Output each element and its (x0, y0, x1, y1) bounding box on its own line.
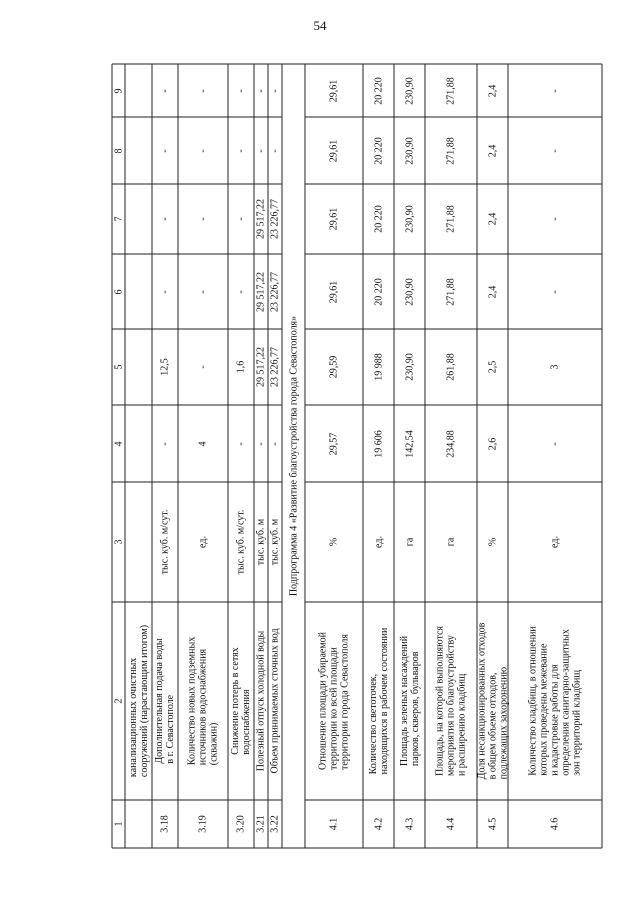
table-cell-line: - (159, 148, 171, 153)
table-cell-line: 12,5 (159, 358, 171, 376)
table-cell-line: ед. (373, 536, 384, 548)
column-number (113, 441, 124, 446)
table-cell-line: 23 226,77 (269, 271, 281, 312)
table-cell (329, 139, 340, 162)
table-cell (446, 430, 457, 458)
column-number-line: 4 (113, 441, 124, 446)
table-cell (329, 280, 340, 303)
table-cell-line: 271,88 (445, 205, 457, 233)
table-cell (198, 89, 209, 92)
table-cell (236, 361, 247, 374)
table-cell (446, 278, 457, 306)
table-cell-line: 29,61 (328, 79, 340, 102)
table-cell (550, 217, 561, 220)
table-cell (270, 89, 281, 92)
table-cell (373, 77, 384, 105)
table-cell-line: 2,4 (487, 84, 498, 97)
table-cell-line: 4.5 (487, 817, 498, 831)
table-cell (256, 272, 267, 312)
indicator-name-line: канализационных очистных (127, 657, 139, 778)
table-cell (160, 815, 171, 833)
table-cell-line: 4.2 (373, 817, 384, 831)
indicator-name (230, 647, 252, 754)
column-number (113, 148, 124, 153)
table-cell (160, 217, 171, 220)
table-cell-line: 230,90 (404, 136, 415, 165)
table-cell-line: 2,5 (487, 360, 498, 374)
page-number: 54 (313, 18, 327, 33)
table-cell (160, 510, 171, 575)
column-number-line: 7 (113, 216, 124, 222)
table-cell (160, 149, 171, 152)
table-cell-line: % (487, 537, 498, 547)
table-cell (160, 358, 171, 376)
table-cell-line: 4.4 (445, 817, 457, 831)
table-cell-line: 23 226,77 (269, 199, 281, 239)
table-cell-line: 2,6 (487, 437, 498, 450)
column-number (113, 88, 124, 93)
column-number-line: 9 (113, 88, 124, 93)
indicator-name (528, 626, 583, 776)
column-number-line: 6 (113, 289, 124, 294)
indicator-name (476, 623, 509, 780)
indicator-name-line: сооружений (нарастающим итогом) (138, 624, 150, 778)
table-cell-line: - (235, 88, 247, 93)
table-cell-line: 4.1 (328, 817, 340, 831)
table-cell-line: ед. (549, 536, 561, 548)
table-cell-line: - (549, 88, 561, 93)
table-cell (256, 149, 267, 152)
indicator-name-line: в общем объеме отходов, (487, 672, 498, 780)
table-cell-line: 20 220 (373, 76, 384, 105)
indicator-name-line: Доля несанкционированных отходов (476, 622, 487, 780)
indicator-name-line: мероприятия по благоустройству (445, 635, 457, 777)
table-cell (256, 442, 267, 445)
table-cell-line: - (235, 217, 247, 221)
indicator-name-line: Объем принимаемых сточных вод (269, 628, 281, 774)
table-cell (329, 356, 340, 379)
table-cell (256, 199, 267, 239)
table-cell-line: % (328, 537, 340, 547)
table-cell (404, 137, 415, 165)
table-cell-line: 20 220 (373, 205, 384, 233)
table-cell (373, 536, 384, 548)
table-cell-line: - (269, 148, 281, 153)
indicator-name (187, 637, 220, 765)
table-cell (550, 442, 561, 445)
column-number (113, 822, 124, 827)
table-cell-line: 3.20 (235, 815, 247, 833)
table-cell (373, 278, 384, 306)
table-cell (446, 818, 457, 831)
table-cell (487, 84, 498, 97)
indicator-name-line: и кадастровые работы для (549, 664, 561, 776)
table-cell (236, 290, 247, 293)
indicator-name-line: источников водоснабжения (197, 648, 209, 766)
table-cell (487, 213, 498, 226)
indicator-name-line: территории города Севастополя (339, 634, 351, 771)
table-cell-line: 3.22 (269, 815, 281, 833)
indicator-name-line: водоснабжения (241, 689, 252, 755)
table-cell (270, 149, 281, 152)
indicator-name-line: Количество кладбищ, в отношении (527, 626, 539, 776)
table-cell (256, 519, 267, 566)
table-cell-line: 19 606 (373, 429, 384, 458)
table-cell (198, 815, 209, 833)
table-cell (329, 432, 340, 455)
table-cell (256, 347, 267, 387)
table-cell-line: - (269, 88, 281, 93)
table-cell (198, 365, 209, 368)
column-number-line: 2 (113, 698, 124, 704)
table-cell (160, 89, 171, 92)
table-cell-line: - (549, 148, 561, 153)
table-cell-line: 142,54 (404, 429, 415, 458)
column-number-line: 5 (113, 364, 124, 370)
table-cell (487, 285, 498, 298)
table-cell (236, 217, 247, 220)
table-cell-line: 1,6 (235, 360, 247, 374)
table-cell (329, 538, 340, 546)
indicator-name-line: Площадь зеленых насаждений (398, 635, 410, 767)
table-cell-line: 2,4 (487, 212, 498, 226)
table-cell-line: 20 220 (373, 136, 384, 165)
table-cell (329, 79, 340, 102)
indicator-name-line: территории ко всей площади (328, 647, 340, 771)
table-cell-line: 29,61 (328, 280, 340, 303)
table-cell-line: 19 988 (373, 353, 384, 381)
table-cell-line: 29,57 (328, 432, 340, 455)
table-cell-line: - (235, 148, 247, 153)
indicator-name (128, 625, 150, 777)
table-cell (198, 290, 209, 293)
table-cell (446, 77, 457, 105)
table-cell (270, 199, 281, 239)
table-cell (256, 815, 267, 833)
table-cell (236, 442, 247, 445)
table-cell (404, 278, 415, 306)
indicator-name-line: Полезный отпуск холодной воды (255, 630, 267, 772)
table-cell-line: - (197, 365, 209, 369)
table-cell-line: - (549, 441, 561, 446)
table-cell (198, 441, 209, 446)
table-cell (404, 77, 415, 105)
table-cell (404, 205, 415, 233)
table-cell (550, 89, 561, 92)
column-number-line: 1 (113, 821, 124, 827)
table-cell (198, 536, 209, 548)
subprogram-title (288, 316, 299, 596)
table-cell-line: - (269, 441, 281, 446)
indicator-name-line: в г. Севастополе (165, 694, 176, 764)
table-cell-line: тыс. куб. м (255, 518, 267, 566)
indicator-name-line: Площадь, на которой выполняются (434, 625, 446, 777)
table-cell-line: тыс. куб. м (269, 518, 281, 566)
column-number-line: 3 (113, 539, 124, 545)
indicator-name-line: (скважин) (208, 722, 220, 766)
table-cell (270, 442, 281, 445)
table-cell-line: - (197, 88, 209, 93)
table-cell (236, 815, 247, 833)
table-cell (373, 353, 384, 381)
table-cell-line: 29 517,22 (255, 347, 267, 387)
indicator-name (256, 631, 267, 772)
indicator-name (399, 636, 421, 766)
indicator-name-line: определения санитарно-защитных (560, 629, 572, 776)
indicator-name-line: Дополнительная подача воды (154, 638, 165, 764)
table-cell (329, 818, 340, 831)
table-cell-line: 3.21 (255, 815, 267, 833)
table-cell (256, 89, 267, 92)
table-cell (270, 347, 281, 387)
table-cell-line: - (549, 289, 561, 294)
table-cell-line: - (255, 441, 267, 446)
indicator-name (154, 638, 176, 763)
table-cell-line: 20 220 (373, 277, 384, 306)
table-cell (446, 137, 457, 165)
table-cell-line: 271,88 (445, 277, 457, 306)
table-cell-line: 261,88 (445, 353, 457, 381)
table-cell-line: - (235, 289, 247, 294)
table-cell-line: 4.3 (404, 817, 415, 831)
indicator-name-line: парков, скверов, бульваров (409, 651, 421, 767)
table-cell (446, 538, 457, 547)
table-cell-line: 3.18 (159, 815, 171, 833)
indicator-name-line: подлежащих захоронению (498, 666, 509, 780)
table-cell-line: 230,90 (404, 205, 415, 233)
table-cell (270, 815, 281, 833)
column-number (113, 365, 124, 370)
table-cell-line: 29,61 (328, 207, 340, 231)
column-number (113, 540, 124, 545)
table-cell (198, 217, 209, 220)
column-number-line: 8 (113, 148, 124, 153)
table-cell (550, 365, 561, 370)
table-cell-line: тыс. куб. м/сут. (159, 509, 171, 575)
table-cell-line: 2,4 (487, 285, 498, 298)
indicator-name-line: Снижение потерь в сетях (230, 647, 241, 755)
column-number (113, 289, 124, 294)
table-cell-line: 234,88 (445, 429, 457, 458)
table-cell (373, 205, 384, 233)
table-cell-line: - (255, 148, 267, 153)
table-cell-line: 29 517,22 (255, 271, 267, 312)
table-cell (550, 818, 561, 831)
table-cell (160, 290, 171, 293)
table-cell (236, 89, 247, 92)
table-cell-line: - (159, 88, 171, 93)
table-cell-line: 4.6 (549, 817, 561, 831)
table-cell-line: 3.19 (197, 815, 209, 833)
indicator-name (368, 628, 390, 775)
table-cell (446, 205, 457, 233)
table-cell-line: 230,90 (404, 277, 415, 306)
table-cell (160, 442, 171, 445)
table-cell-line: га (404, 537, 415, 547)
table-cell-line: 230,90 (404, 76, 415, 105)
column-number (113, 217, 124, 222)
table-cell-line: - (235, 441, 247, 446)
table-cell-line: ед. (197, 536, 209, 548)
table-cell-line: 271,88 (445, 136, 457, 165)
table-cell (236, 149, 247, 152)
table-cell-line: га (445, 537, 457, 547)
indicator-name-line: Количество светоточек, (367, 673, 379, 775)
table-cell (270, 272, 281, 312)
indicator-name-line: которых проведены межевание (538, 643, 550, 776)
table-cell (487, 144, 498, 157)
table-cell (487, 538, 498, 546)
indicator-name (270, 628, 281, 773)
table-cell-line: 2,4 (487, 144, 498, 157)
indicator-name-line: Отношение площади убираемой (317, 631, 329, 771)
table-cell (373, 137, 384, 165)
indicator-name (318, 632, 351, 770)
table-cell-line: - (159, 289, 171, 294)
table-cell-line: 4 (197, 441, 209, 446)
table-cell (373, 430, 384, 458)
table-cell (329, 208, 340, 231)
table-cell-line: - (159, 217, 171, 221)
indicator-name (435, 626, 468, 776)
table-cell (446, 353, 457, 381)
table-cell-line: 29,59 (328, 355, 340, 379)
indicator-name-line: и расширению кладбищ (456, 673, 468, 777)
indicator-name-line: зон территорий кладбищ (571, 669, 583, 776)
table-cell (198, 149, 209, 152)
table-cell (550, 290, 561, 293)
table-cell-line: 271,88 (445, 76, 457, 105)
indicator-name-line: находящихся в рабочем состоянии (378, 627, 390, 775)
table-cell (404, 538, 415, 547)
table-cell-line: 230,90 (404, 353, 415, 381)
table-cell-line: - (159, 441, 171, 446)
column-number (113, 699, 124, 704)
table-cell (404, 353, 415, 381)
table-cell (487, 437, 498, 450)
table-cell (550, 536, 561, 548)
table-cell (270, 519, 281, 566)
table-cell-line: тыс. куб. м/сут. (235, 509, 247, 575)
subprogram-title-line: Подпрограмма 4 «Развитие благоустройства города Севастополя» (288, 315, 299, 597)
table-cell-line: - (197, 289, 209, 294)
table-cell (487, 361, 498, 374)
table-cell-line: 29 517,22 (255, 199, 267, 239)
table-cell (404, 818, 415, 831)
indicator-name-line: Количество новых подземных (186, 636, 198, 766)
table-cell-line: 3 (549, 364, 561, 370)
table-cell-line: 23 226,77 (269, 347, 281, 387)
table-cell (236, 510, 247, 575)
table-cell (487, 818, 498, 831)
table-cell-line: - (255, 88, 267, 93)
table-cell (550, 149, 561, 152)
table-cell-line: - (549, 217, 561, 221)
table-cell-line: - (197, 148, 209, 153)
table-cell (373, 818, 384, 831)
table-cell-line: - (197, 217, 209, 221)
table-cell-line: 29,61 (328, 139, 340, 162)
table-cell (404, 430, 415, 458)
